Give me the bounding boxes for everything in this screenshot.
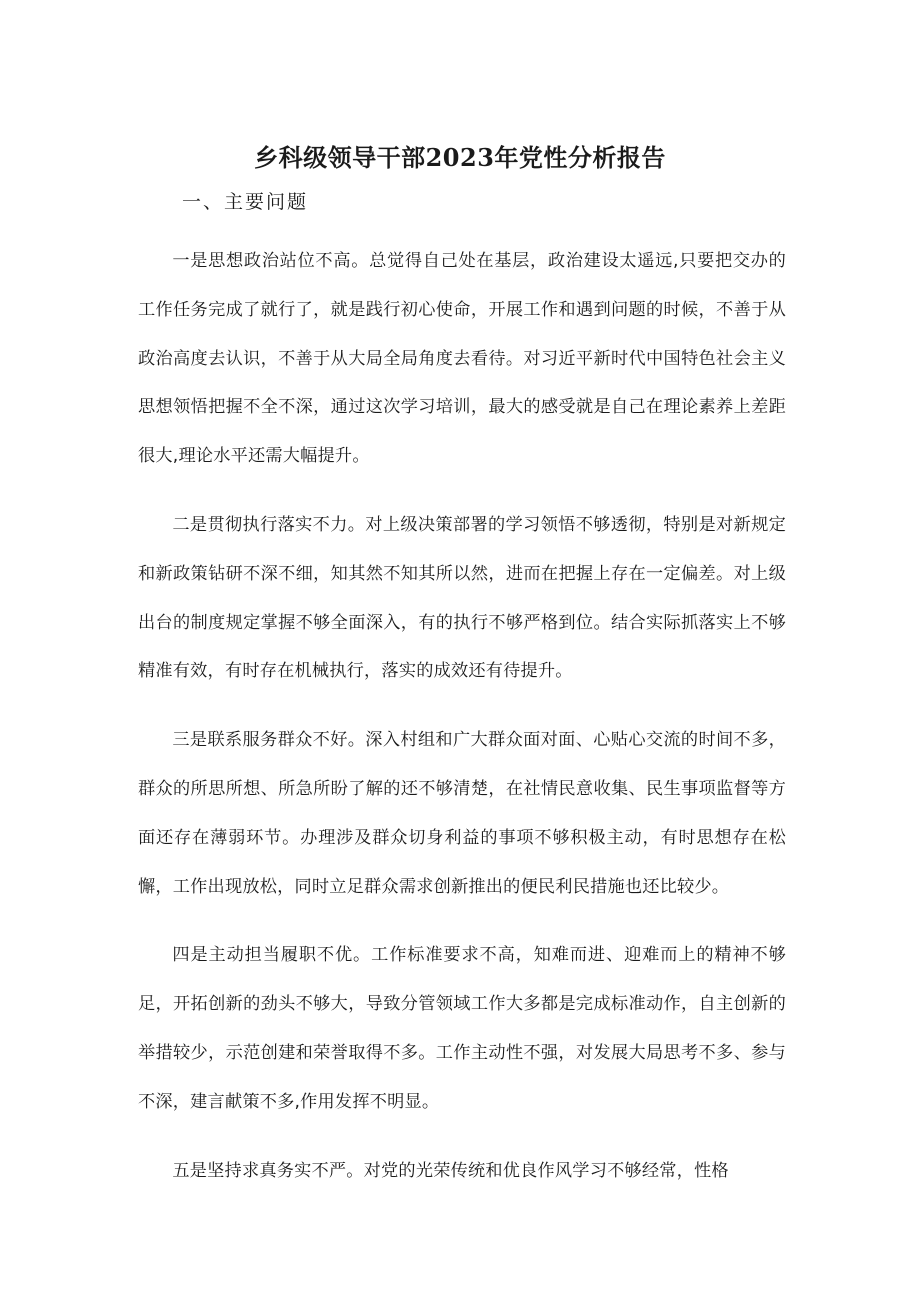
paragraph: 四是主动担当履职不优。工作标准要求不高，知难而进、迎难而上的精神不够足，开拓创新的劲头不够大，导致分管领域工作大多都是完成标准动作，自主创新的举措较少，示范创建和荣誉取得不多。工作主动性不强，对发展大局思考不多、参与不深，建言献策不多,作用发挥不明显。 (138, 945, 786, 1112)
paragraph: 三是联系服务群众不好。深入村组和广大群众面对面、心贴心交流的时间不多，群众的所思所想、所急所盼了解的还不够清楚，在社情民意收集、民生事项监督等方面还存在薄弱环节。办理涉及群众切身利益的事项不够积极主动，有时思想存在松懈，工作出现放松，同时立足群众需求创新推出的便民利民措施也还比较少。 (138, 730, 786, 897)
document-body (138, 237, 786, 1195)
section-heading: 一、主要问题 (182, 191, 309, 213)
paragraph: 一是思想政治站位不高。总觉得自己处在基层，政治建设太遥远,只要把交办的工作任务完成了就行了，就是践行初心使命，开展工作和遇到问题的时候，不善于从政治高度去认识，不善于从大局全局角度去看待。对习近平新时代中国特色社会主义思想领悟把握不全不深，通过这次学习培训，最大的感受就是自己在理论素养上差距很大,理论水平还需大幅提升。 (138, 251, 786, 467)
document-title: 乡科级领导干部2023年党性分析报告 (254, 143, 666, 172)
paragraph: 二是贯彻执行落实不力。对上级决策部署的学习领悟不够透彻，特别是对新规定和新政策钻研不深不细，知其然不知其所以然，进而在把握上存在一定偏差。对上级出台的制度规定掌握不够全面深入，有的执行不够严格到位。结合实际抓落实上不够精准有效，有时存在机械执行，落实的成效还有待提升。 (138, 514, 786, 682)
paragraph: 五是坚持求真务实不严。对党的光荣传统和优良作风学习不够经常，性格 (172, 1160, 729, 1181)
